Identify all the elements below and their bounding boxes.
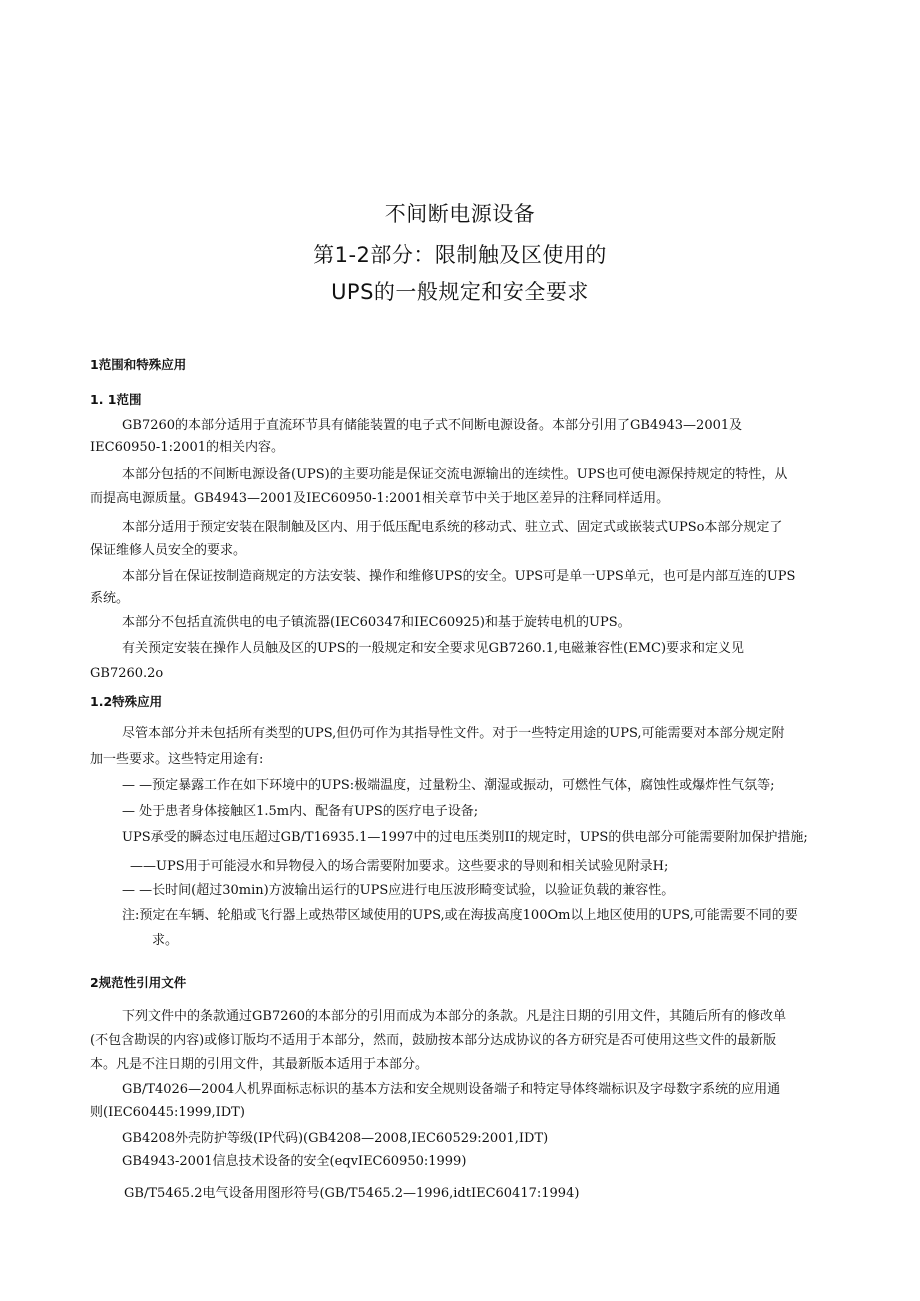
section-2-heading: 2规范性引用文件 <box>90 975 187 990</box>
paragraph-line: 加一些要求。这些特定用途有: <box>90 752 264 767</box>
paragraph-line: 本部分适用于预定安装在限制触及区内、用于低压配电系统的移动式、驻立式、固定式或嵌装式UPSo本部分规定了 <box>122 520 783 535</box>
paragraph-line: 而提高电源质量。GB4943—2001及IEC60950-1:2001相关章节中关于地区差异的注释同样适用。 <box>90 491 670 506</box>
reference-line: GB4208外壳防护等级(IP代码)(GB4208—2008,IEC60529:2001,IDT) <box>122 1131 549 1146</box>
list-item: ——UPS用于可能浸水和异物侵入的场合需要附加要求。这些要求的导则和相关试验见附录H; <box>130 859 669 874</box>
paragraph-line: 保证维修人员安全的要求。 <box>90 543 247 558</box>
list-item: — —预定暴露工作在如下环境中的UPS:极端温度，过量粉尘、潮湿或振动，可燃性气体，腐蚀性或爆炸性气氛等; <box>122 778 775 793</box>
paragraph-line: IEC60950-1:2001的相关内容。 <box>90 440 285 455</box>
paragraph-line: 本部分旨在保证按制造商规定的方法安装、操作和维修UPS的安全。UPS可是单一UPS单元，也可是内部互连的UPS <box>122 569 796 584</box>
document-title-line-2: 第1-2部分：限制触及区使用的 <box>313 243 607 267</box>
reference-line: 则(IEC60445:1999,IDT) <box>90 1105 245 1120</box>
list-item: — 处于患者身体接触区1.5m内、配备有UPS的医疗电子设备; <box>122 804 479 819</box>
subsection-1-1-heading: 1. 1范围 <box>90 392 142 407</box>
note-line: 注:预定在车辆、轮船或飞行器上或热带区域使用的UPS,或在海拔高度100Om以上地区使用的UPS,可能需要不同的要 <box>122 908 798 923</box>
paragraph-line: 本部分不包括直流供电的电子镇流器(IEC60347和IEC60925)和基于旋转电机的UPS。 <box>122 615 631 630</box>
list-item: — —长时间(超过30min)方波输出运行的UPS应进行电压波形畸变试验，以验证负载的兼容性。 <box>122 883 675 898</box>
note-line: 求。 <box>152 933 179 948</box>
paragraph-line: GB7260.2o <box>90 666 164 681</box>
paragraph-line: 本。凡是不注日期的引用文件，其最新版本适用于本部分。 <box>90 1057 429 1072</box>
document-title-line-1: 不间断电源设备 <box>384 202 536 226</box>
reference-line: GB/T5465.2电气设备用图形符号(GB/T5465.2—1996,idtIEC60417:1994) <box>124 1186 580 1201</box>
paragraph-line: GB7260的本部分适用于直流环节具有储能装置的电子式不间断电源设备。本部分引用了GB4943—2001及 <box>122 418 743 433</box>
paragraph-line: 有关预定安装在操作人员触及区的UPS的一般规定和安全要求见GB7260.1,电磁兼容性(EMC)要求和定义见 <box>122 641 745 656</box>
reference-line: GB/T4026—2004人机界面标志标识的基本方法和安全规则设备端子和特定导体终端标识及字母数字系统的应用通 <box>122 1082 781 1097</box>
paragraph-line: 尽管本部分并未包括所有类型的UPS,但仍可作为其指导性文件。对于一些特定用途的UPS,可能需要对本部分规定附 <box>122 726 785 741</box>
section-1-heading: 1范围和特殊应用 <box>90 357 187 372</box>
subsection-1-2-heading: 1.2特殊应用 <box>90 694 163 709</box>
paragraph-line: 系统。 <box>90 591 130 606</box>
paragraph-line: (不包含勘误的内容)或修订版均不适用于本部分，然而，鼓励按本部分达成协议的各方研究是否可使用这些文件的最新版 <box>90 1033 777 1048</box>
paragraph-line: 下列文件中的条款通过GB7260的本部分的引用而成为本部分的条款。凡是注日期的引用文件，其随后所有的修改单 <box>122 1009 787 1024</box>
paragraph-line: 本部分包括的不间断电源设备(UPS)的主要功能是保证交流电源输出的连续性。UPS也可使电源保持规定的特性，从 <box>122 467 788 482</box>
list-item: UPS承受的瞬态过电压超过GB/T16935.1—1997中的过电压类别II的规定时，UPS的供电部分可能需要附加保护措施; <box>122 830 808 845</box>
reference-line: GB4943-2001信息技术设备的安全(eqvIEC60950:1999) <box>122 1154 467 1169</box>
document-title-line-3: UPS的一般规定和安全要求 <box>331 280 589 304</box>
